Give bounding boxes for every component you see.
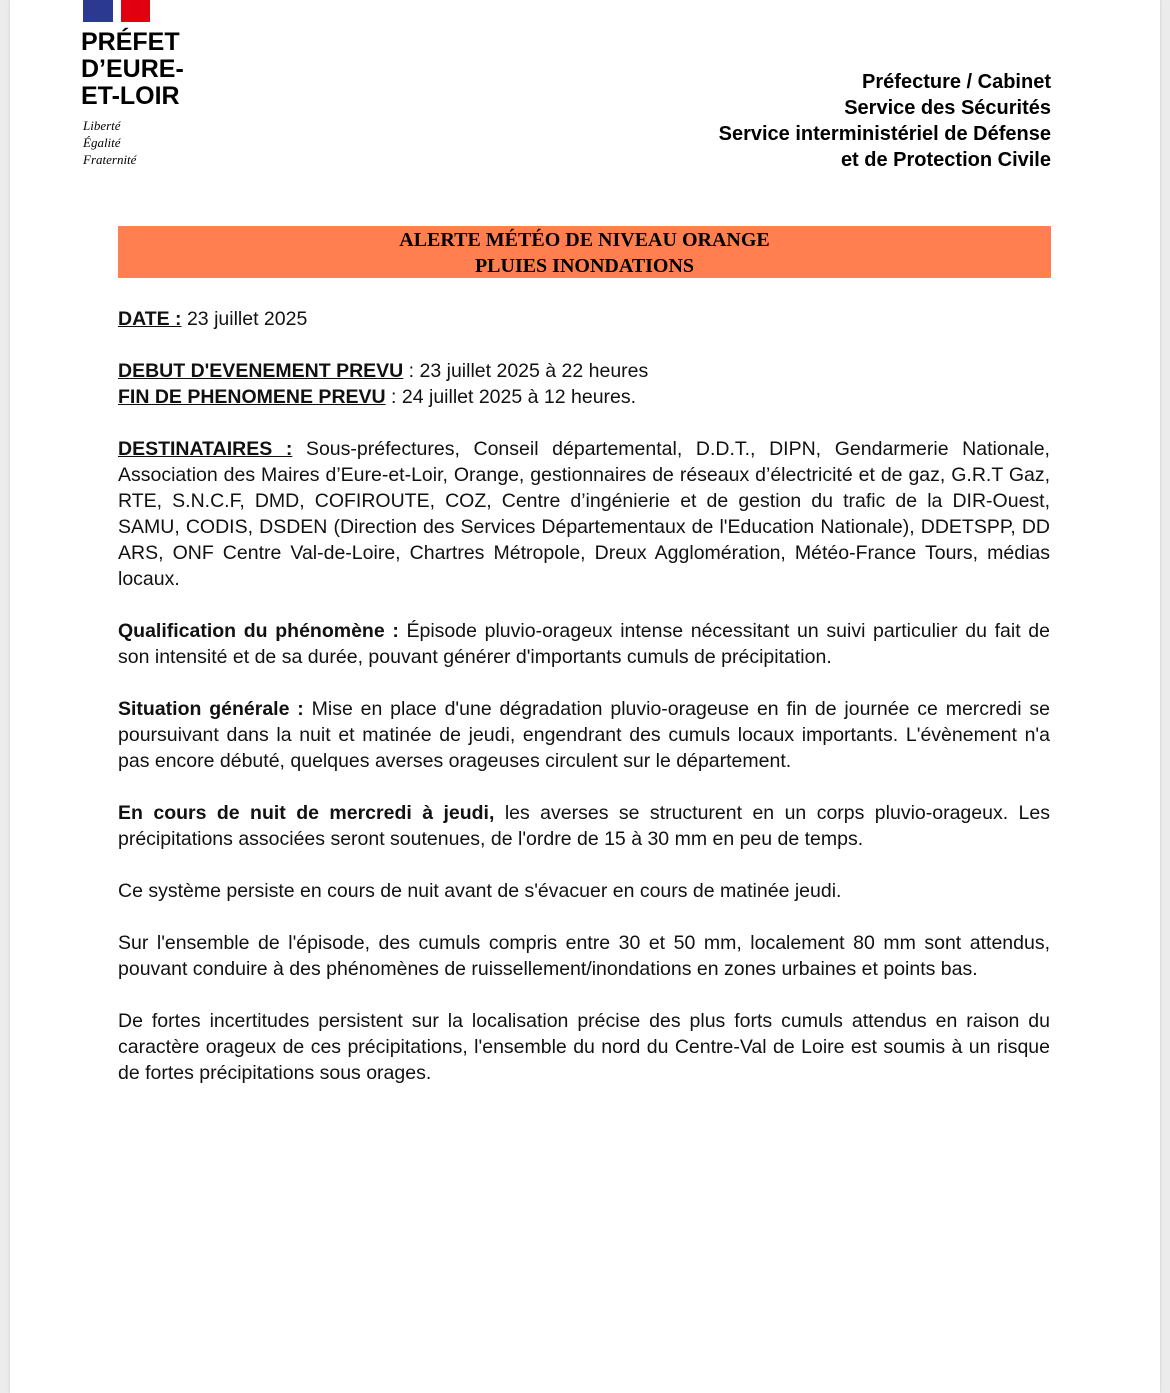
overnight-label: En cours de nuit de mercredi à jeudi, <box>118 802 495 824</box>
motto-egalite: Égalité <box>83 135 121 150</box>
flag-red-band <box>121 0 150 22</box>
flag-blue-band <box>83 0 113 22</box>
system-paragraph: Ce système persiste en cours de nuit avant de s'évacuer en cours de matinée jeudi. <box>118 880 842 902</box>
bulletin-body <box>118 306 1050 1112</box>
alert-subtitle: PLUIES INONDATIONS <box>474 255 695 277</box>
service-line-defense: Service interministériel de Défense <box>718 123 1051 145</box>
date-value: 23 juillet 2025 <box>181 308 308 330</box>
flag-white-band <box>113 0 121 22</box>
document-page <box>10 0 1160 1393</box>
motto-fraternite: Fraternité <box>83 152 137 167</box>
recipients-label: DESTINATAIRES : <box>118 438 293 460</box>
recipients-paragraph <box>118 436 1050 592</box>
event-end-label: FIN DE PHENOMENE PREVU <box>118 386 386 408</box>
service-line-protection-civile: et de Protection Civile <box>840 149 1051 171</box>
alert-title: ALERTE MÉTÉO DE NIVEAU ORANGE <box>399 229 770 251</box>
qualification-label: Qualification du phénomène : <box>118 620 399 642</box>
service-line-securites: Service des Sécurités <box>844 97 1051 119</box>
recipients-value: Sous-préfectures, Conseil départemental, D.D.T., DIPN, Gendarmerie Nationale, Association des Maires d’Eure-et-Loir, Orange, gestionnaires de réseaux d’électricité et de gaz, G.R.T Gaz, RTE, S.N.C.F, DMD, COFIROUTE, COZ, Centre d’ingénierie et de gestion du trafic de la DIR-Ouest, SAMU, CODIS, DSDEN (Direction des Services Départementaux de l'Education Nationale), DDETSPP, DD ARS, ONF Centre Val-de-Loire, Chartres Métropole, Dreux Agglomération, Météo-France Tours, médias locaux. <box>118 438 1050 590</box>
service-line-cabinet: Préfecture / Cabinet <box>862 71 1051 93</box>
alert-banner <box>118 226 1051 278</box>
event-start-value: : 23 juillet 2025 à 22 heures <box>403 360 649 382</box>
event-start-line <box>118 358 1050 384</box>
date-label: DATE : <box>118 308 182 330</box>
general-situation-label: Situation générale : <box>118 698 304 720</box>
republic-motto <box>83 117 136 168</box>
prefet-name: PRÉFET D’EURE- ET-LOIR <box>81 28 184 110</box>
date-line <box>118 306 1050 332</box>
event-end-line <box>118 384 1050 410</box>
uncertainty-paragraph: De fortes incertitudes persistent sur la localisation précise des plus forts cumuls attendus en raison du caractère orageux de ces précipitations, l'ensemble du nord du Centre-Val de Loire est soumis à un risque de fortes précipitations sous orages. <box>118 1010 1050 1084</box>
issuing-service <box>719 69 1051 173</box>
motto-liberte: Liberté <box>83 118 121 133</box>
qualification-paragraph <box>118 618 1050 670</box>
general-situation-value: Mise en place d'une dégradation pluvio-orageuse en fin de journée ce mercredi se poursuivant dans la nuit et matinée de jeudi, engendrant des cumuls locaux importants. L'évènement n'a pas encore débuté, quelques averses orageuses circulent sur le département. <box>118 698 1050 772</box>
event-start-label: DEBUT D'EVENEMENT PREVU <box>118 360 404 382</box>
marianne-logo <box>83 0 150 22</box>
qualification-value: Épisode pluvio-orageux intense nécessitant un suivi particulier du fait de son intensité et de sa durée, pouvant générer d'importants cumuls de précipitation. <box>118 620 1050 668</box>
overnight-paragraph <box>118 800 1050 852</box>
overnight-value: les averses se structurent en un corps pluvio-orageux. Les précipitations associées seront soutenues, de l'ordre de 15 à 30 mm en peu de temps. <box>118 802 1050 850</box>
event-end-value: : 24 juillet 2025 à 12 heures. <box>385 386 637 408</box>
general-situation-paragraph <box>118 696 1050 774</box>
rainfall-totals-paragraph: Sur l'ensemble de l'épisode, des cumuls compris entre 30 et 50 mm, localement 80 mm sont attendus, pouvant conduire à des phénomènes de ruissellement/inondations en zones urbaines et points bas. <box>118 932 1050 980</box>
